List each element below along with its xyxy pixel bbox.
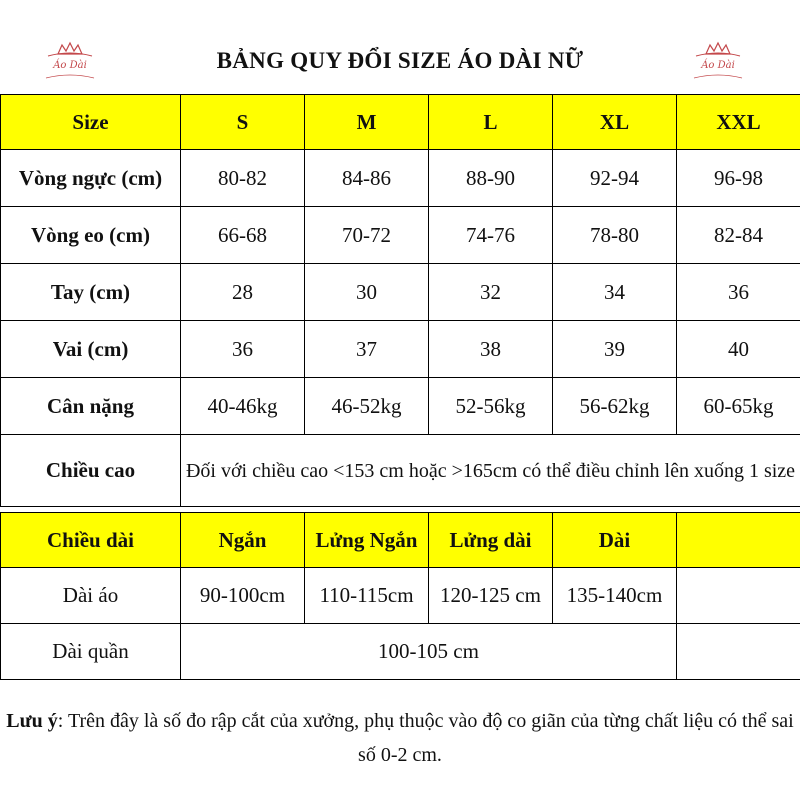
table-cell: 96-98 [677,150,800,207]
table-cell: 120-125 cm [429,568,553,624]
row-label: Vai (cm) [1,321,181,378]
table-cell: 38 [429,321,553,378]
table-cell: 92-94 [553,150,677,207]
row-label: Vòng ngực (cm) [1,150,181,207]
table-row [1,568,800,624]
height-row [1,435,800,507]
row-label: Tay (cm) [1,264,181,321]
table-cell: 80-82 [181,150,305,207]
row-label: Dài quần [1,624,181,680]
table-cell [677,568,800,624]
header-cell: Chiều dài [1,513,181,568]
footnote [0,704,800,772]
length-header-row [1,513,800,568]
logo-text: Áo Dài [53,60,87,71]
table-cell: 84-86 [305,150,429,207]
table-cell: 28 [181,264,305,321]
note-text: : Trên đây là số đo rập cắt của xưởng, phụ thuộc vào độ co giãn của từng chất liệu có thể sai số 0-2 cm. [57,710,794,766]
table-row [1,624,800,680]
logo-text: Áo Dài [701,60,735,71]
row-label: Dài áo [1,568,181,624]
table-cell: 110-115cm [305,568,429,624]
table-cell: 36 [181,321,305,378]
table-cell: 40 [677,321,800,378]
table-cell: 135-140cm [553,568,677,624]
page-title: BẢNG QUY ĐỔI SIZE ÁO DÀI NỮ [216,48,584,73]
table-cell: 70-72 [305,207,429,264]
pants-length-value: 100-105 cm [181,624,677,680]
table-row [1,264,800,321]
table-cell: 40-46kg [181,378,305,435]
header-cell: Lửng dài [429,513,553,568]
header-cell: XL [553,95,677,150]
table-cell: 56-62kg [553,378,677,435]
table-row [1,378,800,435]
header-cell: Size [1,95,181,150]
table-row [1,207,800,264]
table-row [1,321,800,378]
size-header-row [1,95,800,150]
header-cell: L [429,95,553,150]
table-cell [677,624,800,680]
size-table [0,94,800,507]
table-cell: 30 [305,264,429,321]
length-table [0,512,800,680]
table-cell: 60-65kg [677,378,800,435]
row-label: Chiều cao [1,435,181,507]
table-cell: 32 [429,264,553,321]
table-row [1,150,800,207]
height-note: Đối với chiều cao <153 cm hoặc >165cm có thể điều chỉnh lên xuống 1 size [181,435,800,507]
table-cell: 66-68 [181,207,305,264]
table-cell: 46-52kg [305,378,429,435]
table-cell: 52-56kg [429,378,553,435]
table-cell: 82-84 [677,207,800,264]
header-cell: XXL [677,95,800,150]
table-cell: 90-100cm [181,568,305,624]
note-label: Lưu ý [6,710,58,732]
header-cell: S [181,95,305,150]
header-cell: Lửng Ngắn [305,513,429,568]
brand-logo-right [688,40,748,82]
table-cell: 88-90 [429,150,553,207]
table-cell: 36 [677,264,800,321]
table-cell: 78-80 [553,207,677,264]
header-cell [677,513,800,568]
header-cell: M [305,95,429,150]
header-cell: Ngắn [181,513,305,568]
header-cell: Dài [553,513,677,568]
row-label: Cân nặng [1,378,181,435]
table-cell: 34 [553,264,677,321]
table-cell: 37 [305,321,429,378]
table-cell: 39 [553,321,677,378]
table-cell: 74-76 [429,207,553,264]
row-label: Vòng eo (cm) [1,207,181,264]
